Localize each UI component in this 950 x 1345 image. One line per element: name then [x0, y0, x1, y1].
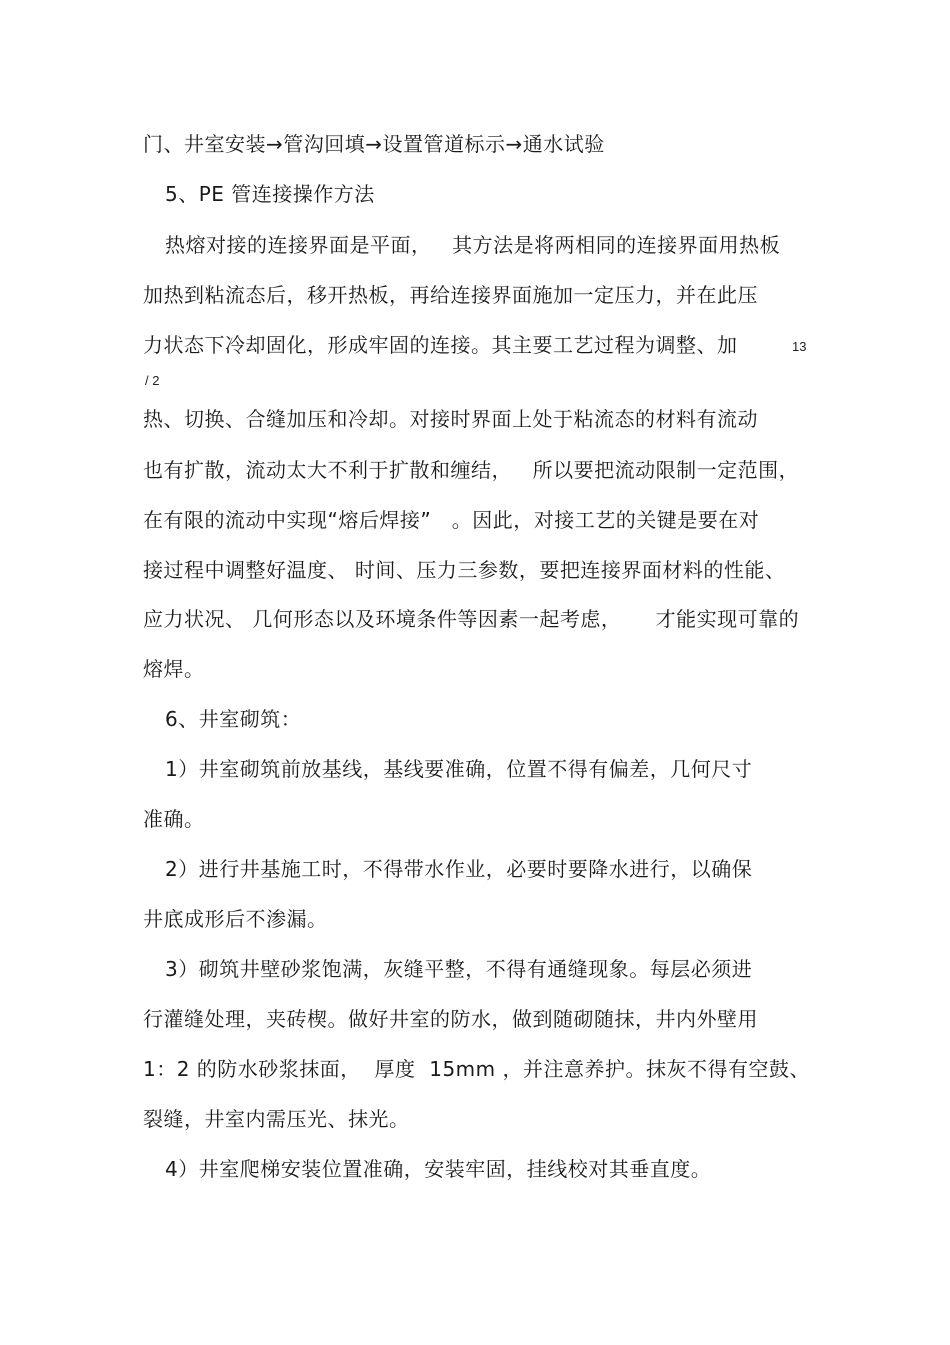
- text-line: 井底成形后不渗漏。: [143, 907, 328, 931]
- page-number-top: 13: [792, 339, 807, 354]
- text-line: 加热到粘流态后，移开热板，再给连接界面施加一定压力，并在此压: [143, 283, 758, 307]
- text-line: 1）井室砌筑前放基线，基线要准确，位置不得有偏差，几何尺寸: [165, 757, 753, 781]
- text-line: 4）井室爬梯安装位置准确，安装牢固，挂线校对其垂直度。: [165, 1157, 712, 1181]
- text-line: 2）进行井基施工时，不得带水作业，必要时要降水进行，以确保: [165, 857, 753, 881]
- text-line: 3）砌筑井壁砂浆饱满，灰缝平整，不得有通缝现象。每层必须进: [165, 957, 753, 981]
- text-line: 门、井室安装→管沟回填→设置管道标示→通水试验: [143, 132, 605, 156]
- text-line: 热、切换、合缝加压和冷却。对接时界面上处于粘流态的材料有流动: [143, 407, 758, 431]
- text-line: 热熔对接的连接界面是平面， 其方法是将两相同的连接界面用热板: [165, 233, 781, 257]
- section-heading: 6、井室砌筑：: [165, 707, 302, 731]
- text-line: 力状态下冷却固化，形成牢固的连接。其主要工艺过程为调整、加: [143, 333, 738, 357]
- section-heading: 5、PE 管连接操作方法: [165, 182, 375, 206]
- text-line: 行灌缝处理，夹砖楔。做好井室的防水，做到随砌随抹，井内外壁用: [143, 1007, 758, 1031]
- text-line: 1：2 的防水砂浆抹面， 厚度 15mm ，并注意养护。抹灰不得有空鼓、: [143, 1057, 811, 1081]
- page-number-bottom: / 2: [145, 373, 160, 388]
- text-line: 接过程中调整好温度、 时间、压力三参数，要把连接界面材料的性能、: [143, 558, 786, 582]
- text-line: 也有扩散，流动太大不利于扩散和缠结， 所以要把流动限制一定范围，: [143, 458, 800, 482]
- text-line: 裂缝，井室内需压光、抹光。: [143, 1107, 410, 1131]
- text-line: 在有限的流动中实现“熔后焊接” 。因此，对接工艺的关键是要在对: [143, 508, 760, 532]
- text-line: 应力状况、 几何形态以及环境条件等因素一起考虑， 才能实现可靠的: [143, 607, 800, 631]
- text-line: 准确。: [143, 807, 205, 831]
- text-line: 熔焊。: [143, 657, 205, 681]
